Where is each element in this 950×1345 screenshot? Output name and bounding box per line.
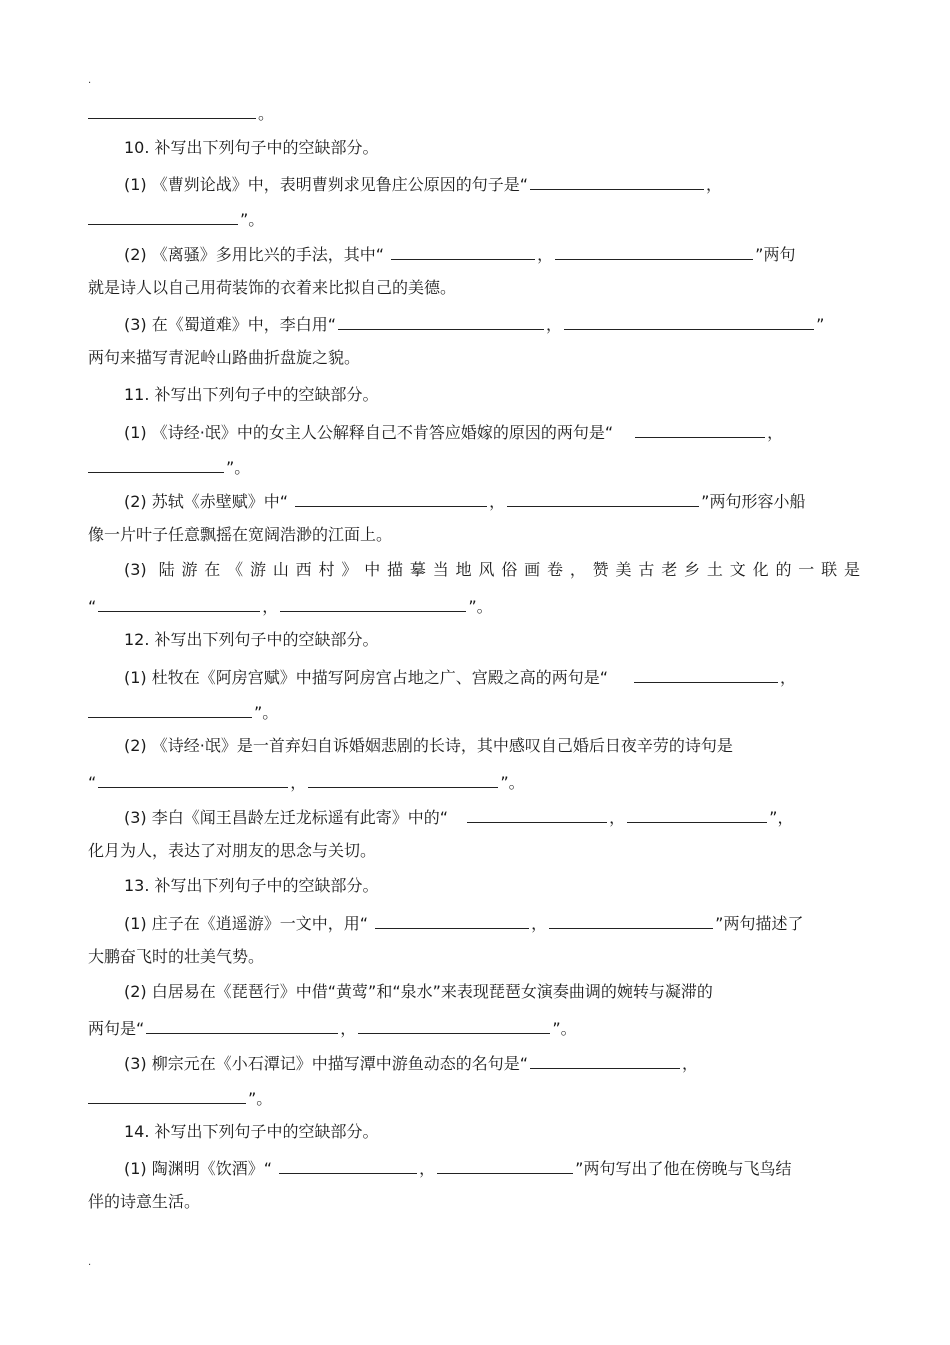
answer-blank[interactable] (555, 241, 753, 260)
question-14-1-cont: 伴的诗意生活。 (88, 1192, 201, 1211)
question-10-1: (1) 《曹刿论战》中，表明曹刿求见鲁庄公原因的句子是“ ， (124, 171, 860, 197)
question-12-3: (3) 李白《闻王昌龄左迁龙标遥有此寄》中的“ ， ”， (124, 804, 860, 830)
answer-blank[interactable] (530, 171, 704, 190)
question-12-1-cont: ”。 (88, 699, 860, 725)
answer-blank[interactable] (467, 804, 607, 823)
answer-blank[interactable] (295, 488, 487, 507)
question-13-1-cont: 大鹏奋飞时的壮美气势。 (88, 947, 265, 966)
answer-blank[interactable] (88, 206, 238, 225)
question-12-1: (1) 杜牧在《阿房宫赋》中描写阿房宫占地之广、宫殿之高的两句是“ ， (124, 664, 860, 690)
answer-blank[interactable] (507, 488, 699, 507)
question-11-1: (1) 《诗经·氓》中的女主人公解释自己不肯答应婚嫁的原因的两句是“ ， (124, 419, 860, 445)
answer-blank[interactable] (88, 1085, 246, 1104)
question-11-2: (2) 苏轼《赤壁赋》中“ ， ”两句形容小船 (124, 488, 860, 514)
answer-blank[interactable] (279, 1155, 417, 1174)
answer-blank[interactable] (146, 1015, 338, 1034)
answer-blank[interactable] (530, 1050, 680, 1069)
answer-blank[interactable] (98, 593, 260, 612)
answer-blank[interactable] (549, 910, 713, 929)
question-12-2: (2) 《诗经·氓》是一首弃妇自诉婚姻悲剧的长诗，其中感叹自己婚后日夜辛劳的诗句是 (124, 736, 733, 755)
answer-blank[interactable] (88, 100, 256, 119)
question-12-2-cont: “ ， ”。 (88, 769, 860, 795)
question-14-1: (1) 陶渊明《饮酒》“ ， ”两句写出了他在傍晚与飞鸟结 (124, 1155, 860, 1181)
answer-blank[interactable] (98, 769, 288, 788)
question-10-2: (2) 《离骚》多用比兴的手法，其中“ ， ”两句 (124, 241, 860, 267)
question-11-1-cont: ”。 (88, 454, 860, 480)
question-13-2-cont: 两句是“ ， ”。 (88, 1015, 860, 1041)
question-12-3-cont: 化月为人，表达了对朋友的思念与关切。 (88, 841, 377, 860)
answer-blank[interactable] (308, 769, 498, 788)
answer-blank[interactable] (635, 419, 765, 438)
question-11-3-cont: “ ， ”。 (88, 593, 860, 619)
answer-blank[interactable] (88, 454, 224, 473)
question-10-3: (3) 在《蜀道难》中，李白用“ ， ” (124, 311, 860, 337)
question-10-2-cont: 就是诗人以自己用荷装饰的衣着来比拟自己的美德。 (88, 278, 457, 297)
question-14-heading: 14. 补写出下列句子中的空缺部分。 (124, 1122, 379, 1141)
question-11-2-cont: 像一片叶子任意飘摇在宽阔浩渺的江面上。 (88, 525, 393, 544)
answer-blank[interactable] (338, 311, 544, 330)
page-marker-bottom: . (88, 1257, 92, 1268)
answer-blank[interactable] (280, 593, 466, 612)
question-11-heading: 11. 补写出下列句子中的空缺部分。 (124, 385, 379, 404)
answer-line-9-end: 。 (88, 100, 860, 126)
question-13-heading: 13. 补写出下列句子中的空缺部分。 (124, 876, 379, 895)
answer-blank[interactable] (391, 241, 535, 260)
answer-blank[interactable] (564, 311, 814, 330)
question-13-3-cont: ”。 (88, 1085, 860, 1111)
question-10-heading: 10. 补写出下列句子中的空缺部分。 (124, 138, 379, 157)
answer-blank[interactable] (437, 1155, 573, 1174)
question-13-1: (1) 庄子在《逍遥游》一文中，用“ ， ”两句描述了 (124, 910, 860, 936)
answer-blank[interactable] (358, 1015, 550, 1034)
question-12-heading: 12. 补写出下列句子中的空缺部分。 (124, 630, 379, 649)
answer-blank[interactable] (627, 804, 767, 823)
question-11-3: (3) 陆游在《游山西村》中描摹当地风俗画卷，赞美古老乡土文化的一联是 (124, 560, 860, 579)
question-10-1-cont: ”。 (88, 206, 860, 232)
page-marker-top: . (88, 75, 92, 86)
question-13-3: (3) 柳宗元在《小石潭记》中描写潭中游鱼动态的名句是“ ， (124, 1050, 860, 1076)
answer-blank[interactable] (375, 910, 529, 929)
question-13-2: (2) 白居易在《琵琶行》中借“黄莺”和“泉水”来表现琵琶女演奏曲调的婉转与凝滞的 (124, 982, 713, 1001)
question-10-3-cont: 两句来描写青泥岭山路曲折盘旋之貌。 (88, 348, 361, 367)
answer-blank[interactable] (88, 699, 252, 718)
answer-blank[interactable] (634, 664, 778, 683)
